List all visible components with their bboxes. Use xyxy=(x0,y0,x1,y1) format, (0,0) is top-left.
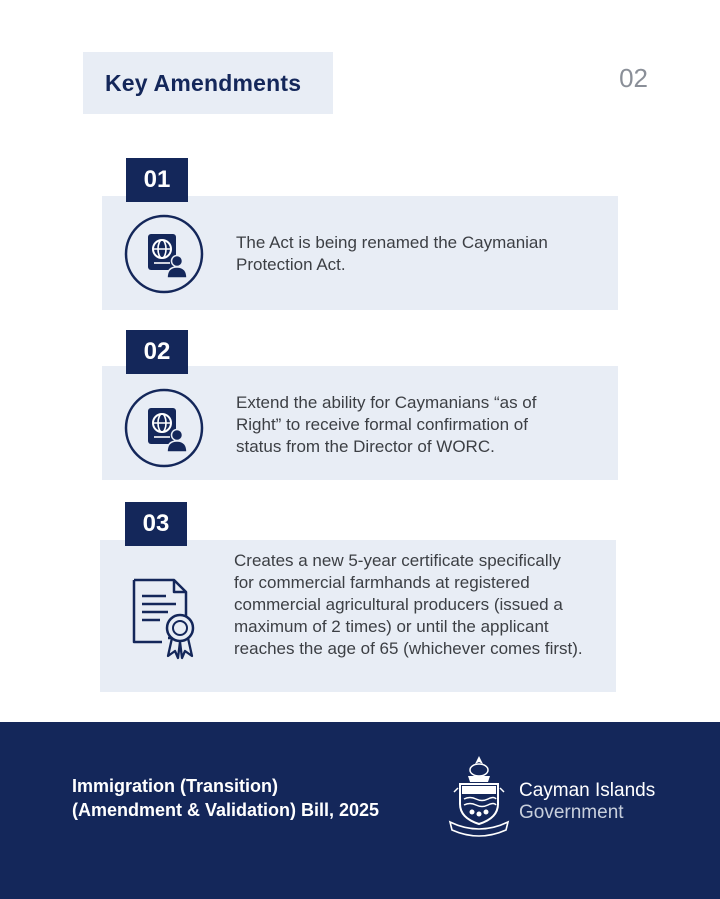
amendment-number: 01 xyxy=(126,158,188,202)
passport-person-icon xyxy=(124,388,204,473)
coat-of-arms-icon xyxy=(446,752,512,843)
org-subtitle: Government xyxy=(519,802,624,823)
page-title: Key Amendments xyxy=(105,70,302,96)
amendment-number: 03 xyxy=(125,502,187,546)
footer-banner xyxy=(0,722,720,899)
amendment-text: Extend the ability for Caymanians “as of Right” to receive formal confirmation of status from the Director of WORC. xyxy=(236,393,537,456)
bill-title: Immigration (Transition) (Amendment & Validation) Bill, 2025 xyxy=(72,776,380,820)
passport-person-icon xyxy=(124,214,204,299)
amendment-card-2 xyxy=(102,366,618,480)
amendment-card-3 xyxy=(100,540,616,692)
amendment-number: 02 xyxy=(126,330,188,374)
title-box xyxy=(83,52,333,114)
amendment-text: Creates a new 5-year certificate specifically for commercial farmhands at registered commercial agricultural producers (issued a maximum of 2 times) or until the applicant reaches the age of 65 (whichever comes first). xyxy=(234,551,583,658)
certificate-icon xyxy=(128,576,204,665)
amendment-card-1 xyxy=(102,196,618,310)
org-name: Cayman Islands xyxy=(519,780,656,801)
page-number: 02 xyxy=(619,63,648,93)
amendment-text: The Act is being renamed the Caymanian Protection Act. xyxy=(236,233,548,274)
